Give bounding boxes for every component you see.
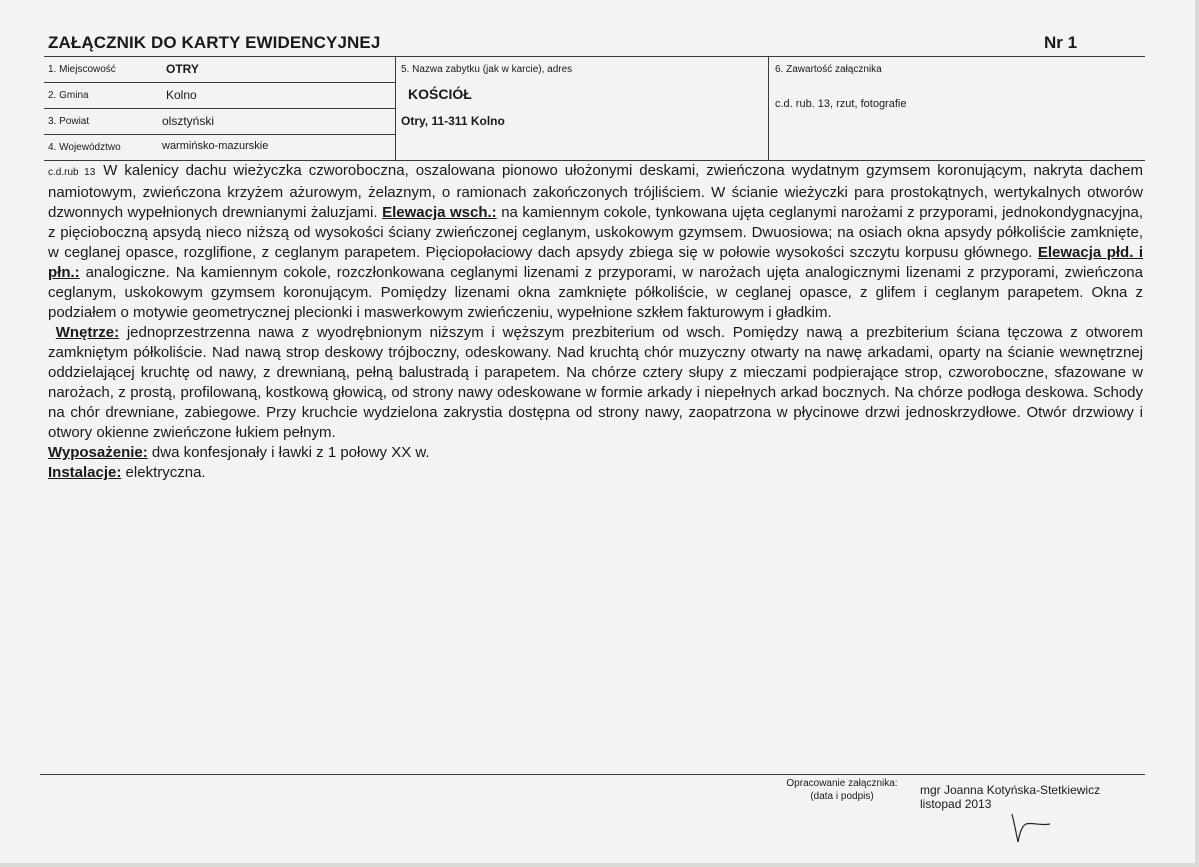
row-divider-2 [44, 108, 396, 109]
continuation-ref: c.d.rub 13 [48, 167, 96, 178]
heading-wnetrze: Wnętrze: [55, 324, 120, 341]
row-divider-3 [44, 134, 396, 135]
installations-text: elektryczna. [125, 464, 206, 481]
zawartosc-value: c.d. rub. 13, rzut, fotografie [775, 98, 907, 110]
zabytek-label: 5. Nazwa zabytku (jak w karcie), adres [401, 64, 573, 75]
heading-elewacja-pld: Elewacja płd. i płn.: [48, 244, 1144, 281]
gmina-label: 2. Gmina [48, 90, 89, 101]
zawartosc-label: 6. Zawartość załącznika [775, 64, 882, 75]
powiat-value: olsztyński [162, 114, 215, 128]
scan-edge-bottom [0, 863, 1199, 867]
footer-label-line1: Opracowanie załącznika: [786, 778, 898, 789]
row-divider-1 [44, 82, 396, 83]
document-number: Nr 1 [1044, 33, 1078, 52]
scan-edge-right [1195, 0, 1199, 867]
document-title: ZAŁĄCZNIK DO KARTY EWIDENCYJNEJ [48, 33, 381, 52]
zabytek-address: Otry, 11-311 Kolno [401, 114, 505, 128]
interior-text: jednoprzestrzenna nawa z wyodrębnionym niższym i węższym prezbiterium od wsch. Pomiędzy nawą a prezbiterium ściana tęczowa z otworem zamkniętym półkoliście. Nad nawą strop deskowy trójboczny, odeskowany. Nad kruchtą chór muzyczny otwarty na nawę arkadami, oparty na ścianie wewnętrznej oddzielającej kruchtę od nawy, z drewnianą, pełną balustradą i parapetem. Na chórze cztery słupy z mieczami podpierające strop, czworoboczne, sfazowane w narożach, z prostą, profilowaną, kostkową głowicą, od strony nawy odeskowane w formie arkady i niepełnych arkad bocznych. Na chórze podłoga deskowa. Schody na chór drewniane, zabiegowe. Przy kruchcie wydzielona zakrystia dostępna od strony nawy, zaopatrzona w płycinowe drzwi jednoskrzydłowe. Otwór drzwiowy i otwory okienne zwieńczone łukiem pełnym. [48, 324, 1143, 441]
powiat-label: 3. Powiat [48, 116, 90, 127]
table-divider-2 [768, 56, 769, 160]
exterior-text-b: na kamiennym cokole, tynkowana ujęta ceglanymi narożami z przyporami, jednokondygnacyjna, z pięcioboczną apsydą nieco niższą od wysokości ściany zwieńczonej ceglanym, uskokowym gzymsem. Dwuosiowa; na osiach okna apsydy półkoliście zamknięte, w ceglanej opasce, rozglifione, z ceglanym parapetem. Pięciopołaciowy dach apsydy zbiega się w połowie wysokości szczytu korpusu głównego. [48, 204, 1144, 261]
miejscowosc-label: 1. Miejscowość [48, 64, 116, 75]
heading-instalacje: Instalacje: [48, 464, 122, 481]
paragraph-interior [48, 323, 1143, 443]
author-name: mgr Joanna Kotyńska-Stetkiewicz [920, 783, 1101, 797]
paragraph-equipment [48, 443, 1143, 463]
equipment-text: dwa konfesjonały i ławki z 1 połowy XX w. [151, 444, 430, 461]
paragraph-exterior [48, 161, 1143, 323]
wojewodztwo-label: 4. Województwo [48, 142, 121, 153]
gmina-value: Kolno [166, 88, 197, 102]
description-text [48, 161, 1143, 483]
miejscowosc-value: OTRY [166, 62, 199, 76]
heading-elewacja-wsch: Elewacja wsch.: [382, 204, 497, 221]
paragraph-installations [48, 463, 1143, 483]
footer-label-line2: (data i podpis) [810, 791, 874, 802]
exterior-text-c: analogiczne. Na kamiennym cokole, rozczłonkowana ceglanymi lizenami z przyporami, w narożach ujęta analogicznymi lizenami z przyporami, zwieńczona ceglanym, uskokowym gzymsem koronującym. Pomiędzy lizenami okna zamknięte półkoliście, w ceglanej opasce, z glifem i ceglanym parapetem. Okna z podziałem o motywie geometrycznej plecionki i maswerkowym zwieńczeniu, wypełnione szkłem fakturowym i gładkim. [48, 264, 1143, 321]
wojewodztwo-value: warmińsko-mazurskie [162, 140, 269, 152]
signature-mark [1006, 808, 1054, 846]
zabytek-name: KOŚCIÓŁ [408, 86, 472, 102]
table-top-rule [44, 56, 1145, 57]
footer-rule [40, 774, 1145, 775]
exterior-text-a: W kalenicy dachu wieżyczka czworoboczna, oszalowana pionowo ułożonymi deskami, zwieńczona wydatnym gzymsem koronującym, nakryta dachem namiotowym, zwieńczona krzyżem ażurowym, żelaznym, o ramionach zakończonych trójliściem. W ścianie wieżyczki para prostokątnych, wertykalnych otworów dzwonnych wypełnionych drewnianymi żaluzjami. [48, 162, 1143, 221]
heading-wyposazenie: Wyposażenie: [48, 444, 148, 461]
author-date: listopad 2013 [920, 797, 992, 811]
